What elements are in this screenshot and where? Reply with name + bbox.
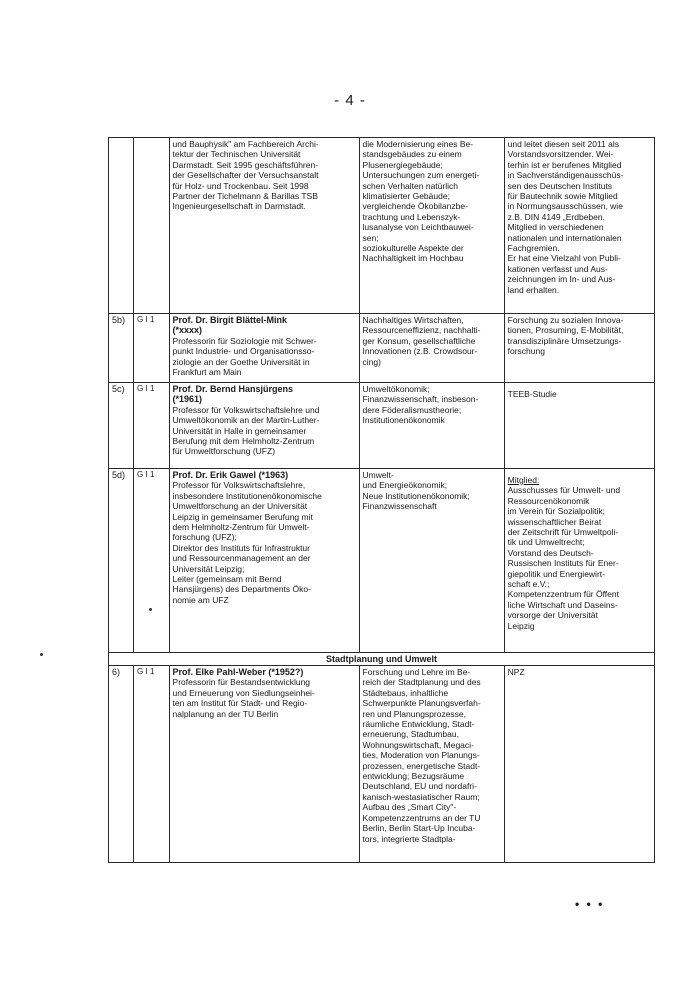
table-row — [109, 666, 655, 863]
extra-cell: und leitet diesen seit 2011 als Vorstandsvorsitzender. Wei- terhin ist er berufenes Mitglied in Sachverständigenausschüs- sen des Deutschen Instituts für Bautechnik sowie Mitglied in Normungsausschüssen, wie z.B. DIN 4149 „Erdbeben. Mitglied in verschiedenen nationalen und internationalen Fachgremien. Er hat eine Vielzahl von Publi- kationen verfasst und Aus- zeichnungen im In- und Aus- land erhalten. — [504, 138, 654, 314]
topics-cell: die Modernisierung eines Be- standsgebäudes zu einem Plusenergiegebäude; Untersuchungen zum energeti- schen Verhalten natürlich klimatisierter Gebäude; vergleichende Ökobilanzbe- trachtung und Lebenszyk- lusanalyse von Leichtbauwei- sen; soziokulturelle Aspekte der Nachhaltigkeit im Hochbau — [359, 138, 504, 314]
continuation-marker: • • • — [575, 897, 605, 911]
extra-cell: Mitglied: Ausschusses für Umwelt- und Ressourcenökonomik im Verein für Sozialpolitik; wissenschaftlicher Beirat der Zeitschrift für Umweltpoli- tik und Umweltrecht; Vorstand des Deutsch- Russischen Instituts für Ener- giepolitik und Energiewirt- schaft e.V.; Kompetenzzentrum für Öffent liche Wirtschaft und Daseins- vorsorge der Universität Leipzig — [504, 469, 654, 653]
group-cell: G I 1 — [134, 666, 169, 863]
table-row — [109, 314, 655, 383]
extra-cell: NPZ — [504, 666, 654, 863]
group-cell: G I 1 — [134, 383, 169, 469]
topics-cell: Nachhaltiges Wirtschaften, Ressourceneffizienz, nachhalti- ger Konsum, gesellschaftliche Innovationen (z.B. Crowdsour- cing) — [359, 314, 504, 383]
section-header-row — [109, 653, 655, 666]
experts-table — [108, 137, 655, 863]
description-cell: und Bauphysik" am Fachbereich Archi- tektur der Technischen Universität Darmstadt. Seit 1995 geschäftsführen- der Gesellschafter der Versuchsanstalt für Holz- und Trockenbau. Seit 1998 Partner der Tichelmann & Barillas TSB Ingenieurgesellschaft in Darmstadt. — [169, 138, 359, 314]
scan-speck — [149, 608, 152, 611]
person-birth: (*1961) — [172, 394, 203, 405]
topics-cell: Forschung und Lehre im Be- reich der Stadtplanung und des Städtebaus, inhaltliche Schwerpunkte Planungsverfah- ren und Planungsprozesse, räumliche Entwicklung, Stadt- erneuerung, Stadtumbau, Wohnungswirtschaft, Megaci- ties, Moderation von Planungs- prozessen, energetische Stadt- entwicklung; Bezugsräume Deutschland, EU und nordafri- kanisch-westasiatischer Raum; Aufbau des „Smart City"- Kompetenzzentrums an der TU Berlin, Berlin Start-Up Incuba- tors, integrierte Stadtpla- — [359, 666, 504, 863]
row-number-cell — [109, 138, 134, 314]
row-number-cell: 5d) — [109, 469, 134, 653]
table-row — [109, 383, 655, 469]
page-number: - 4 - — [334, 92, 366, 109]
section-title: Stadtplanung und Umwelt — [109, 653, 655, 666]
description-cell: Prof. Elke Pahl-Weber (*1952?) Professorin für Bestandsentwicklung und Erneuerung von Siedlungseinhei- ten am Institut für Stadt- und Regio- nalplanung an der TU Berlin — [169, 666, 359, 863]
person-name: Prof. Dr. Bernd Hansjürgens — [172, 384, 294, 394]
description-cell: Prof. Dr. Bernd Hansjürgens (*1961) Professor für Volkswirtschaftslehre und Umweltökonomik an der Martin-Luther- Universität in Halle in gemeinsamer Berufung mit dem Helmholtz-Zentrum für Umweltforschung (UFZ) — [169, 383, 359, 469]
row-number-cell: 6) — [109, 666, 134, 863]
table-row — [109, 138, 655, 314]
row-number-cell: 5b) — [109, 314, 134, 383]
extra-cell: TEEB-Studie — [504, 383, 654, 469]
table-row — [109, 469, 655, 653]
person-name: Prof. Elke Pahl-Weber (*1952?) — [172, 667, 304, 677]
description-cell: Prof. Dr. Birgit Blättel-Mink (*xxxx) Professorin für Soziologie mit Schwer- punkt Industrie- und Organisationsso- ziologie an der Goethe Universität in Frankfurt am Main — [169, 314, 359, 383]
topics-cell: Umweltökonomik; Finanzwissenschaft, insbeson- dere Föderalismustheorie; Institutionenökonomik — [359, 383, 504, 469]
group-cell — [134, 138, 169, 314]
group-cell: G I 1 — [134, 314, 169, 383]
description-cell: Prof. Dr. Erik Gawel (*1963) Professor für Volkswirtschaftslehre, insbesondere Institutionenökonomische Umweltforschung an der Universität Leipzig in gemeinsamer Berufung mit dem Helmholtz-Zentrum für Umwelt- forschung (UFZ); Direktor des Instituts für Infrastruktur und Ressourcenmanagement an der Universität Leipzig; Leiter (gemeinsam mit Bernd Hansjürgens) des Departments Öko- nomie am UFZ — [169, 469, 359, 653]
scan-speck — [40, 653, 43, 656]
person-name: Prof. Dr. Erik Gawel (*1963) — [172, 470, 289, 480]
extra-cell: Forschung zu sozialen Innova- tionen, Prosuming, E-Mobilität, transdisziplinäre Umsetzungs- forschung — [504, 314, 654, 383]
person-name: Prof. Dr. Birgit Blättel-Mink — [172, 315, 288, 325]
group-cell: G I 1 — [134, 469, 169, 653]
row-number-cell: 5c) — [109, 383, 134, 469]
person-birth: (*xxxx) — [172, 325, 203, 336]
topics-cell: Umwelt- und Energieökonomik; Neue Institutionenökonomik; Finanzwissenschaft — [359, 469, 504, 653]
membership-heading: Mitglied: — [507, 475, 540, 485]
